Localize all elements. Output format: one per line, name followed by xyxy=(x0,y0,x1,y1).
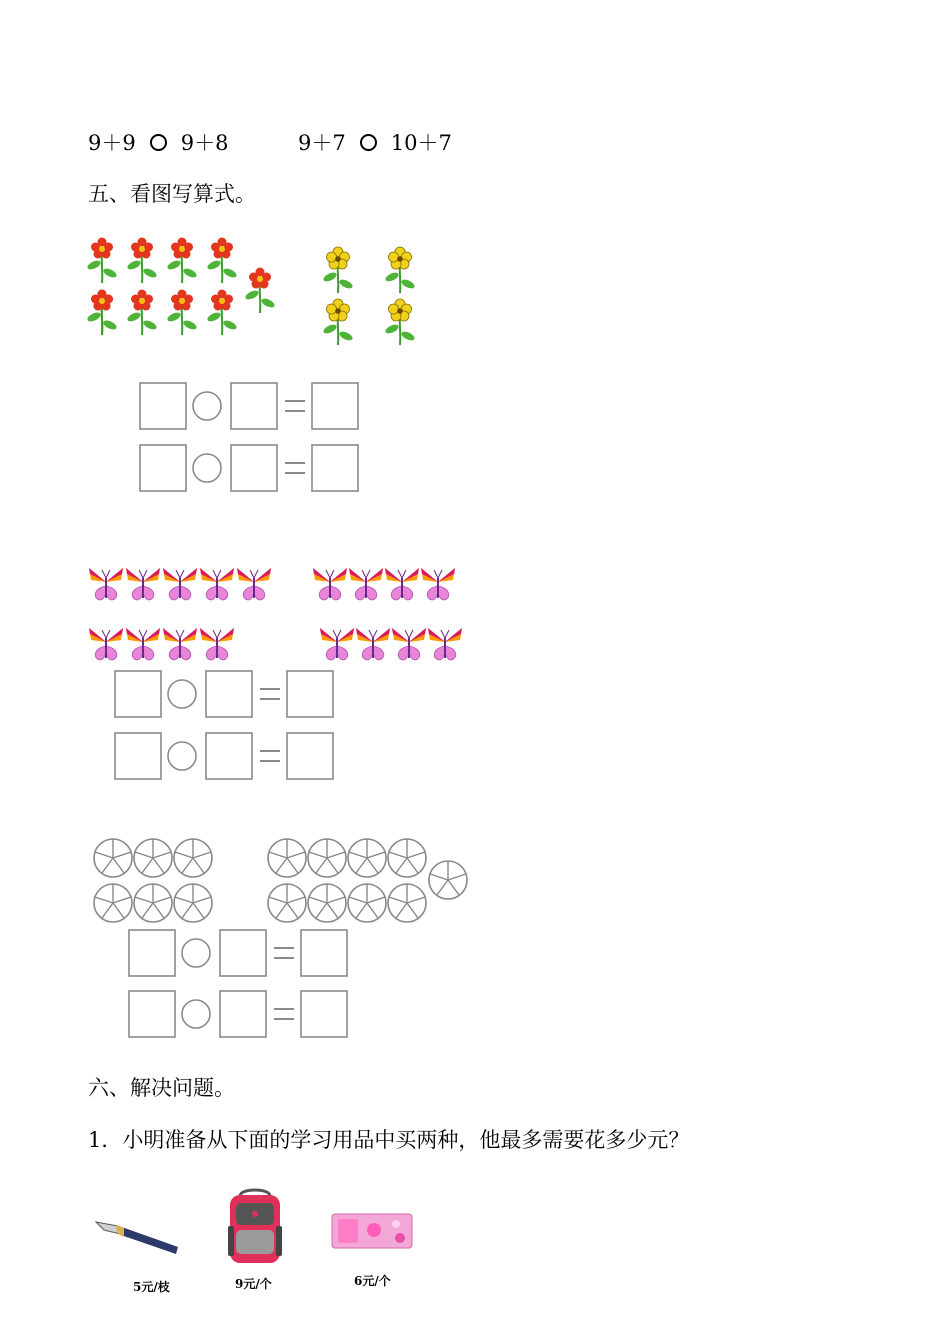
red-flower-icon xyxy=(86,238,118,284)
section-6-title: 六、解决问题。 xyxy=(88,1076,235,1100)
wheel-icon xyxy=(94,839,132,877)
equation-row[interactable] xyxy=(115,733,333,779)
butterfly-icon xyxy=(385,568,419,600)
compare-left-a: 9＋9 xyxy=(88,131,136,155)
butterfly-icon xyxy=(392,628,426,660)
wheel-icon xyxy=(348,839,386,877)
butterfly-icon xyxy=(126,568,160,600)
yellow-flower-icon xyxy=(384,247,416,293)
pencil-case-icon xyxy=(332,1214,412,1248)
backpack-icon xyxy=(228,1190,282,1263)
wheel-icon xyxy=(174,884,212,922)
pen-price: 5元/枝 xyxy=(133,1280,170,1294)
problem-1-text: 1．小明准备从下面的学习用品中买两种，他最多需要花多少元？ xyxy=(88,1128,690,1152)
butterfly-icon xyxy=(320,628,354,660)
wheel-icon xyxy=(174,839,212,877)
butterfly-group xyxy=(89,568,462,660)
compare-left-b: 9＋8 xyxy=(180,131,229,155)
red-flower-icon xyxy=(126,238,158,284)
wheel-icon xyxy=(308,884,346,922)
equation-row[interactable] xyxy=(129,930,347,976)
red-flower-icon xyxy=(206,238,238,284)
wheel-icon xyxy=(429,861,467,899)
wheel-icon xyxy=(348,884,386,922)
backpack-price: 9元/个 xyxy=(235,1277,272,1291)
butterfly-icon xyxy=(313,568,347,600)
yellow-flower-icon xyxy=(384,299,416,345)
flower-group xyxy=(86,238,416,346)
red-flower-icon xyxy=(166,290,198,336)
red-flower-icon xyxy=(166,238,198,284)
butterfly-icon xyxy=(237,568,271,600)
butterfly-icon xyxy=(126,628,160,660)
section-5-title: 五、看图写算式。 xyxy=(88,182,256,206)
red-flower-icon xyxy=(126,290,158,336)
red-flower-icon xyxy=(244,268,276,314)
butterfly-icon xyxy=(89,568,123,600)
compare-right-a: 9＋7 xyxy=(298,131,346,155)
wheel-icon xyxy=(268,884,306,922)
red-flower-icon xyxy=(206,290,238,336)
compare-right-b: 10＋7 xyxy=(390,131,452,155)
wheel-icon xyxy=(388,839,426,877)
butterfly-icon xyxy=(163,568,197,600)
red-flower-icon xyxy=(86,290,118,336)
butterfly-icon xyxy=(421,568,455,600)
wheel-icon xyxy=(268,839,306,877)
equation-row[interactable] xyxy=(140,383,358,429)
pencil-case-price: 6元/个 xyxy=(354,1274,391,1288)
butterfly-icon xyxy=(89,628,123,660)
wheel-icon xyxy=(134,884,172,922)
yellow-flower-icon xyxy=(322,299,354,345)
butterfly-icon xyxy=(428,628,462,660)
yellow-flower-icon xyxy=(322,247,354,293)
wheel-icon xyxy=(94,884,132,922)
butterfly-icon xyxy=(349,568,383,600)
butterfly-icon xyxy=(163,628,197,660)
wheel-icon xyxy=(308,839,346,877)
equation-row[interactable] xyxy=(115,671,333,717)
butterfly-icon xyxy=(200,568,234,600)
wheel-icon xyxy=(388,884,426,922)
butterfly-icon xyxy=(356,628,390,660)
wheel-group xyxy=(94,839,467,922)
equation-row[interactable] xyxy=(129,991,347,1037)
wheel-icon xyxy=(134,839,172,877)
fountain-pen-icon xyxy=(96,1222,178,1254)
butterfly-icon xyxy=(200,628,234,660)
equation-row[interactable] xyxy=(140,445,358,491)
